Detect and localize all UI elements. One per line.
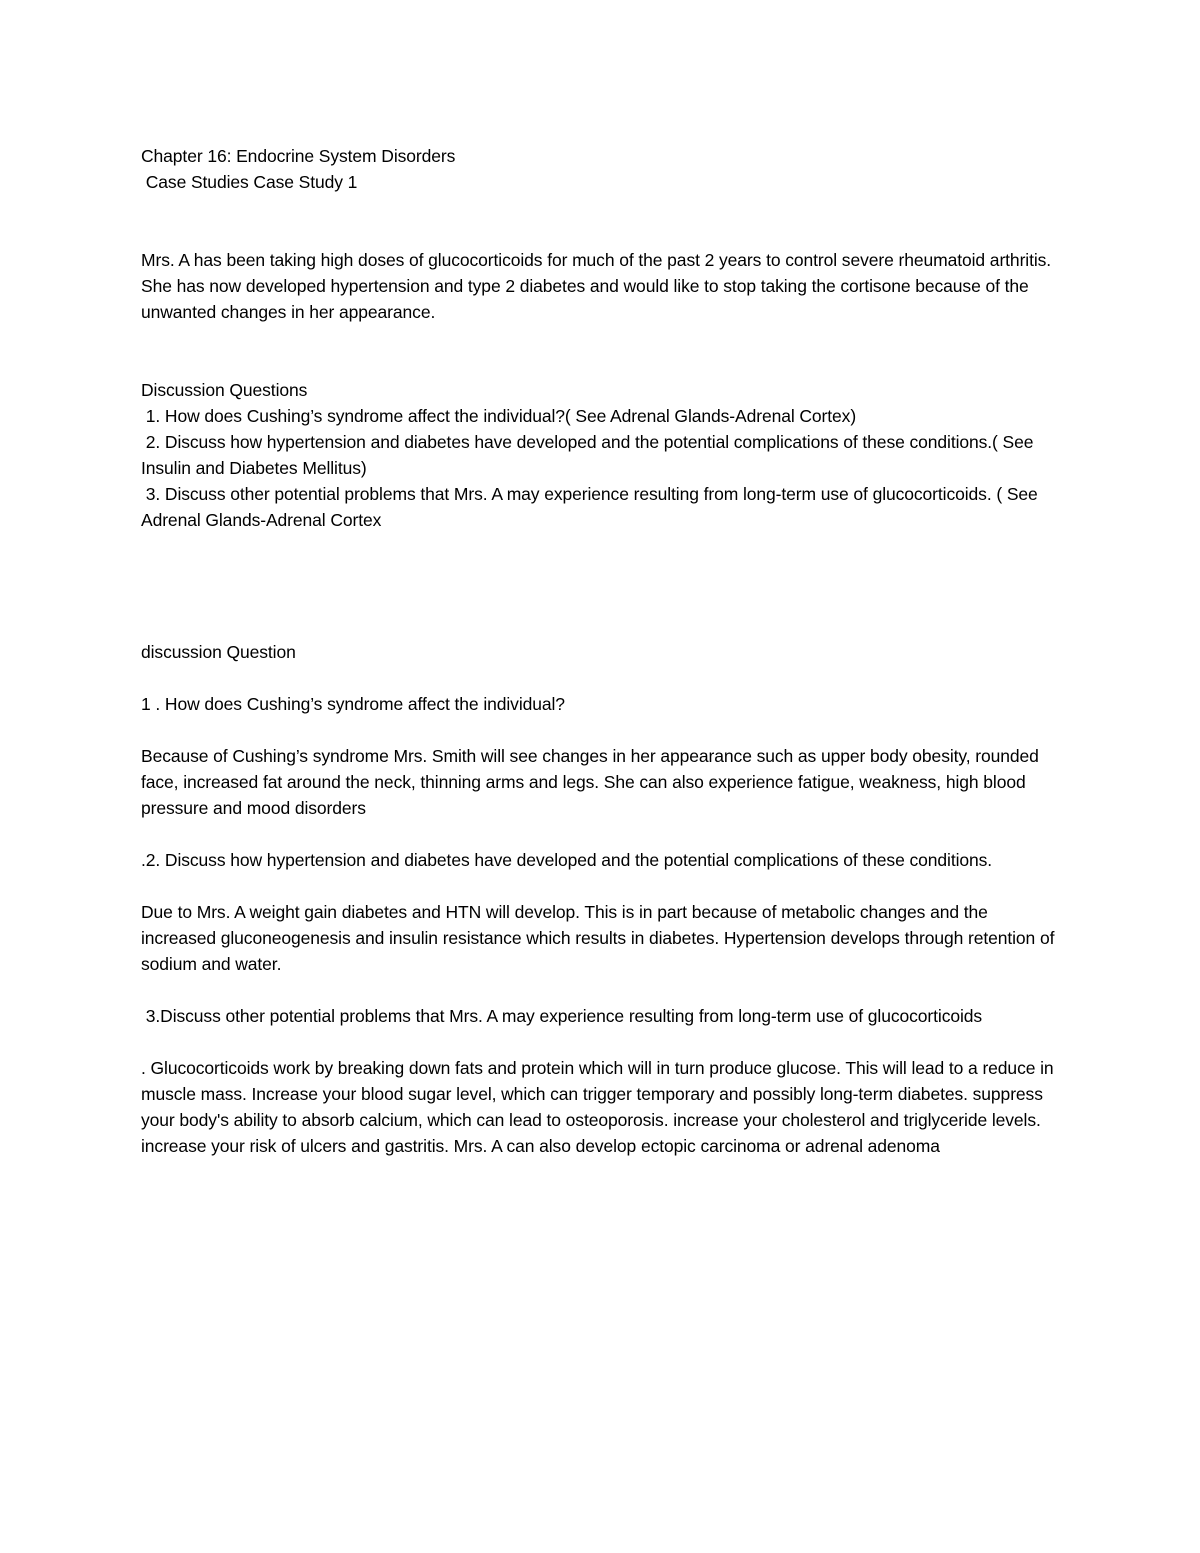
spacer: [141, 665, 1061, 691]
answer-text-1: Because of Cushing’s syndrome Mrs. Smith will see changes in her appearance such as upper body obesity, rounded face, increased fat around the neck, thinning arms and legs. She can also experience fatigue, weakness, high blood pressure and mood disorders: [141, 746, 1039, 818]
answer-question-2: .2. Discuss how hypertension and diabetes have developed and the potential complications of these conditions.: [141, 850, 993, 870]
spacer: [141, 1029, 1061, 1055]
chapter-title: Chapter 16: Endocrine System Disorders: [141, 146, 456, 166]
case-study-subtitle: Case Studies Case Study 1: [141, 172, 358, 192]
answer-text-3: . Glucocorticoids work by breaking down fats and protein which will in turn produce glucose. This will lead to a reduce in muscle mass. Increase your blood sugar level, which can trigger temporary and possibly long-term diabetes. suppress your body's ability to absorb calcium, which can lead to osteoporosis. increase your cholesterol and triglyceride levels. increase your risk of ulcers and gastritis. Mrs. A can also develop ectopic carcinoma or adrenal adenoma: [141, 1058, 1054, 1156]
document-body: [141, 143, 1061, 1159]
answers-heading: discussion Question: [141, 642, 296, 662]
question-item-2: 2. Discuss how hypertension and diabetes have developed and the potential complications of these conditions.( See Insulin and Diabetes Mellitus): [141, 432, 1039, 478]
spacer: [141, 977, 1061, 1003]
answer-question-1: 1 . How does Cushing’s syndrome affect the individual?: [141, 694, 565, 714]
spacer: [141, 195, 1061, 247]
spacer: [141, 533, 1061, 639]
question-item-3: 3. Discuss other potential problems that Mrs. A may experience resulting from long-term use of glucocorticoids. ( See Adrenal Glands-Adrenal Cortex: [141, 484, 1042, 530]
answer-text-2: Due to Mrs. A weight gain diabetes and HTN will develop. This is in part because of metabolic changes and the increased gluconeogenesis and insulin resistance which results in diabetes. Hypertension develops through retention of sodium and water.: [141, 902, 1055, 974]
answer-question-3: 3.Discuss other potential problems that Mrs. A may experience resulting from long-term use of glucocorticoids: [141, 1006, 983, 1026]
question-item-1: 1. How does Cushing’s syndrome affect the individual?( See Adrenal Glands-Adrenal Cortex): [141, 406, 857, 426]
case-description: Mrs. A has been taking high doses of glucocorticoids for much of the past 2 years to control severe rheumatoid arthritis. She has now developed hypertension and type 2 diabetes and would like to stop taking the cortisone because of the unwanted changes in her appearance.: [141, 250, 1052, 322]
spacer: [141, 325, 1061, 377]
spacer: [141, 873, 1061, 899]
spacer: [141, 821, 1061, 847]
spacer: [141, 717, 1061, 743]
questions-heading: Discussion Questions: [141, 380, 308, 400]
